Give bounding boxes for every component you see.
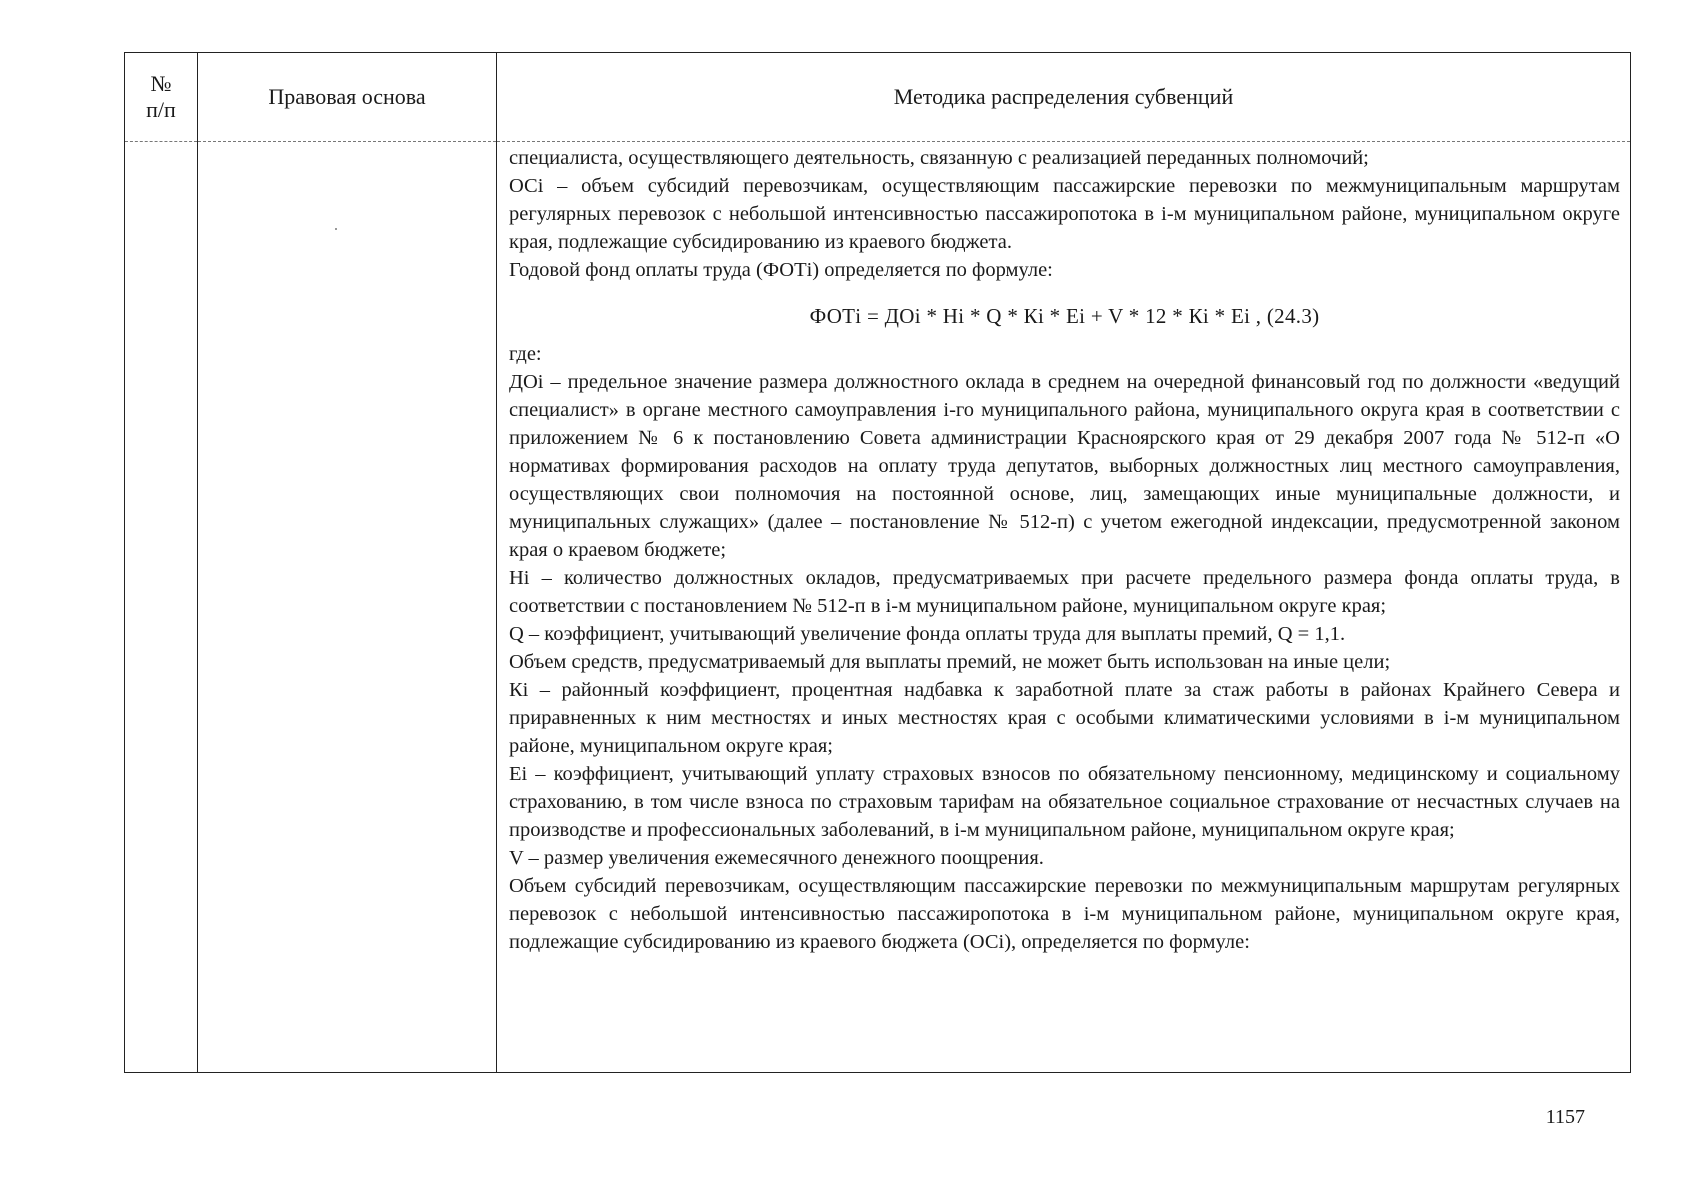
header-legal-basis: Правовая основа [198,53,497,142]
table-row [125,142,1631,1073]
header-number [125,53,198,142]
header-number-line1: № [150,71,172,96]
methodology-text [497,142,1630,956]
formula-24-3: ФОТi = ДОi * Нi * Q * Кi * Еi + V * 12 * Кi * Еi , (24.3) [809,304,1320,328]
cell-legal-basis [198,142,497,1073]
paragraph: Еi – коэффициент, учитывающий уплату страховых взносов по обязательному пенсионному, медицинскому и социальному страхованию, в том числе взноса по страховым тарифам на обязательное социальное страхование от несчастных случаев на производстве и профессиональных заболеваний, в i-м муниципальном районе, муниципальном округе края; [509,763,1620,841]
paragraph: Годовой фонд оплаты труда (ФОТi) определяется по формуле: [509,259,1053,281]
paragraph: Нi – количество должностных окладов, предусматриваемых при расчете предельного размера фонда оплаты труда, в соответствии с постановлением № 512-п в i-м муниципальном районе, муниципальном округе края; [509,567,1620,617]
header-methodology: Методика распределения субвенций [497,53,1631,142]
paragraph: Объем субсидий перевозчикам, осуществляющим пассажирские перевозки по межмуниципальным маршрутам регулярных перевозок с небольшой интенсивностью пассажиропотока в i-м муниципальном районе, муниципальном округе края, подлежащие субсидированию из краевого бюджета (ОСi), определяется по формуле: [509,875,1620,953]
cell-methodology [497,142,1631,1073]
scan-speck [335,228,337,230]
paragraph: Q – коэффициент, учитывающий увеличение фонда оплаты труда для выплаты премий, Q = 1,1. [509,623,1346,645]
header-number-line2: п/п [146,97,176,122]
paragraph: где: [509,343,542,365]
table-header-row [125,53,1631,142]
paragraph: Объем средств, предусматриваемый для выплаты премий, не может быть использован на иные цели; [509,651,1391,673]
paragraph: ОСi – объем субсидий перевозчикам, осуществляющим пассажирские перевозки по межмуниципальным маршрутам регулярных перевозок с небольшой интенсивностью пассажиропотока в i-м муниципальном районе, муниципальном округе края, подлежащие субсидированию из краевого бюджета. [509,175,1620,253]
paragraph: V – размер увеличения ежемесячного денежного поощрения. [509,847,1044,869]
paragraph: ДОi – предельное значение размера должностного оклада в среднем на очередной финансовый год по должности «ведущий специалист» в органе местного самоуправления i-го муниципального района, муниципального округа края в соответствии с приложением № 6 к постановлению Совета администрации Красноярского края от 29 декабря 2007 года № 512-п «О нормативах формирования расходов на оплату труда депутатов, выборных должностных лиц местного самоуправления, осуществляющих свои полномочия на постоянной основе, лиц, замещающих иные муниципальные должности, и муниципальных служащих» (далее – постановление № 512-п) с учетом ежегодной индексации, предусмотренной законом края о краевом бюджете; [509,371,1620,561]
paragraph: специалиста, осуществляющего деятельность, связанную с реализацией переданных полномочий; [509,147,1369,169]
page-number: 1157 [1545,1106,1585,1128]
paragraph: Кi – районный коэффициент, процентная надбавка к заработной плате за стаж работы в районах Крайнего Севера и приравненных к ним местностях и иных местностях края с особыми климатическими условиями в i-м муниципальном районе, муниципальном округе края; [509,679,1620,757]
subvention-table [124,52,1631,1073]
cell-number [125,142,198,1073]
